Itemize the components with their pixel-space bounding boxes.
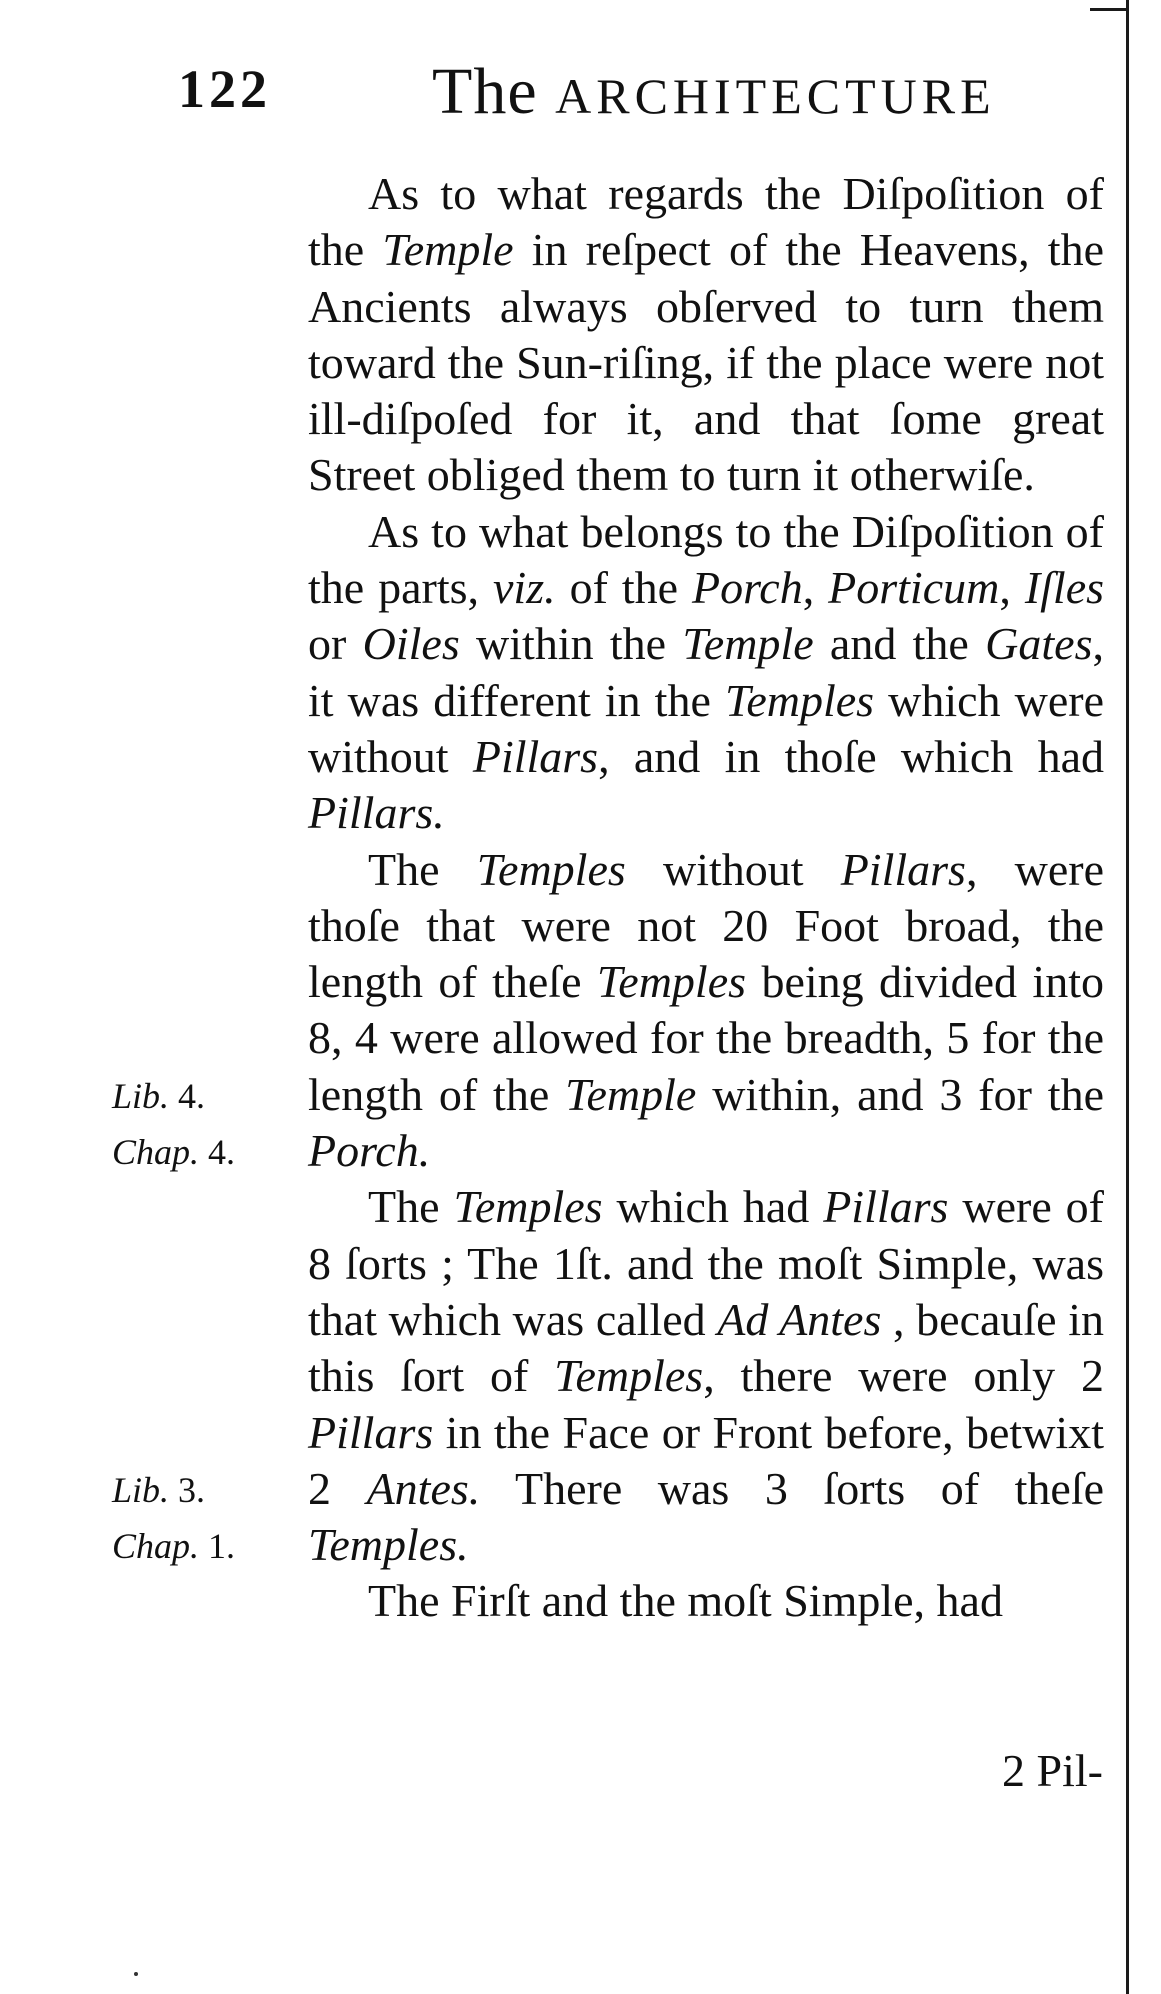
paragraph-3: The Temples without Pillars, were thoſe that were not 20 Foot broad, the length of theſe Temples being divided into 8, 4 were allowed for the breadth, 5 for the length of the Temple within, and 3 for the Porch. bbox=[308, 843, 1105, 1177]
margin-note-lib: Lib. 4. bbox=[112, 1076, 206, 1116]
paragraph-2: As to what belongs to the Diſpoſition of the parts, viz. of the Porch, Porticum, Iſles or Oiles within the Temple and the Gates, it was different in the Temples which were without Pillars, and in thoſe which had Pillars. bbox=[308, 505, 1105, 839]
page-edge-tick bbox=[1090, 8, 1128, 11]
page-edge-line bbox=[1126, 0, 1129, 1994]
running-title-main: ARCHITECTURE bbox=[555, 68, 996, 124]
paragraph-5: The Firſt and the moſt Simple, had bbox=[368, 1575, 1003, 1627]
paragraph-4: The Temples which had Pillars were of 8 ſorts ; The 1ſt. and the moſt Simple, was that which was called Ad Antes , becauſe in this ſort of Temples, there were only 2 Pillars in the Face or Front before, betwixt 2 Antes. There was 3 ſorts of theſe Temples. bbox=[308, 1181, 1105, 1571]
paragraph-1: As to what regards the Diſpoſition of the Temple in reſpect of the Heavens, the Ancients always obſerved to turn them toward the Sun-riſing, if the place were not ill-diſpoſed for it, and that ſome great Street obliged them to turn it otherwiſe. bbox=[308, 168, 1104, 501]
body-text bbox=[308, 166, 1104, 1630]
catchword: 2 Pil- bbox=[1002, 1745, 1103, 1796]
running-title-the: The bbox=[432, 55, 538, 128]
margin-note-chap: Chap. 4. bbox=[112, 1132, 236, 1172]
page-number: 122 bbox=[178, 59, 271, 119]
running-title bbox=[432, 54, 996, 130]
margin-note-lib: Lib. 3. bbox=[112, 1470, 206, 1510]
margin-note-1 bbox=[112, 1068, 235, 1180]
ink-speck bbox=[134, 1972, 138, 1976]
margin-note-chap: Chap. 1. bbox=[112, 1526, 236, 1566]
margin-note-2 bbox=[112, 1462, 235, 1574]
